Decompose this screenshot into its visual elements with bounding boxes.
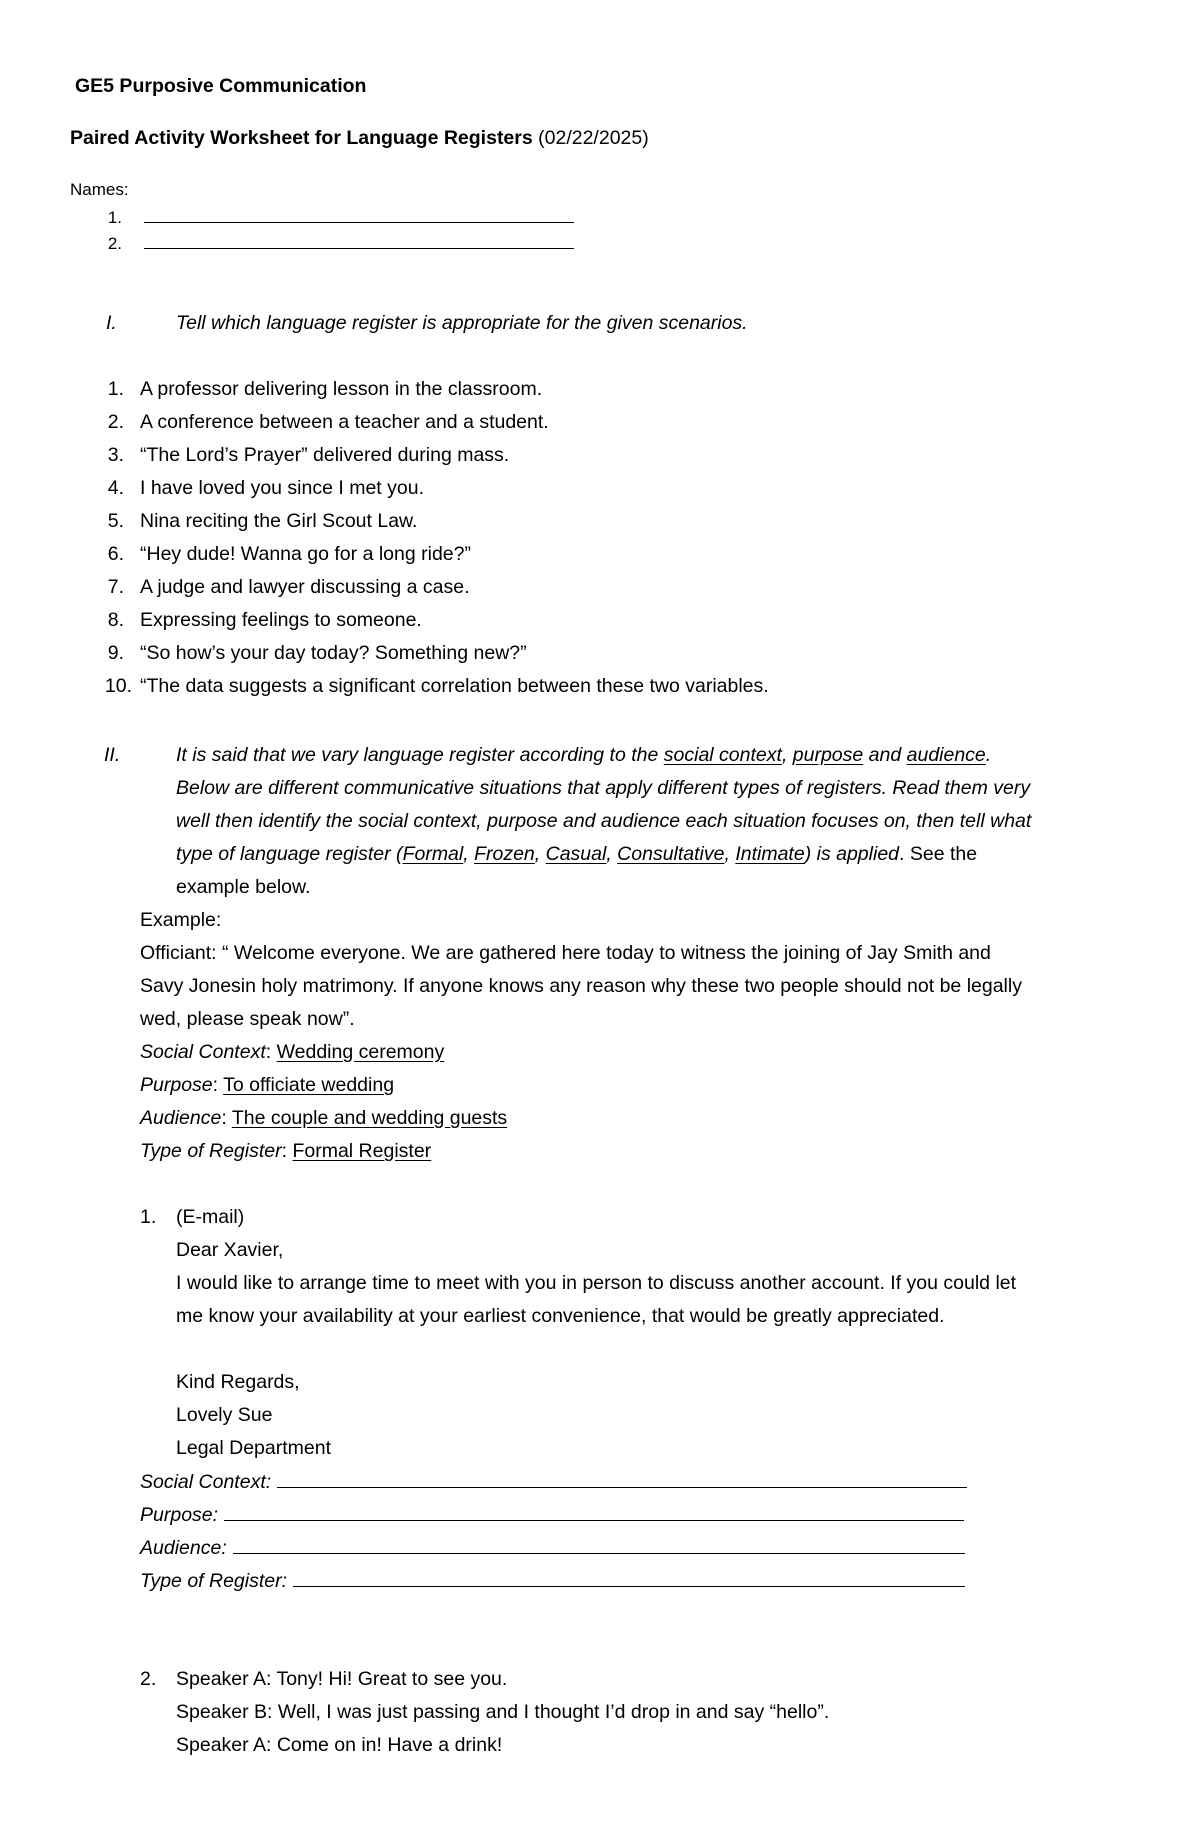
part2-instruction-line-3: well then identify the social context, purpose and audience each situation focuses on, then tell what	[176, 810, 1032, 832]
register-blank[interactable]	[293, 1568, 965, 1587]
field-colon: :	[265, 1041, 277, 1063]
item1-line-3: I would like to arrange time to meet with you in person to discuss another account. If you could let	[176, 1272, 1017, 1294]
list-item	[100, 509, 417, 533]
instruction-text: ,	[606, 843, 618, 865]
instruction-text: ,	[724, 843, 736, 865]
register-frozen: Frozen	[474, 843, 535, 865]
example-audience	[140, 1106, 507, 1130]
item-text: “The Lord’s Prayer” delivered during mass.	[140, 444, 510, 466]
list-item	[100, 674, 769, 698]
item2-line-1: Speaker A: Tony! Hi! Great to see you.	[176, 1668, 508, 1690]
item2-number: 2.	[140, 1668, 157, 1690]
part2-numeral: II.	[104, 744, 121, 766]
part1-instruction: Tell which language register is appropriate for the given scenarios.	[176, 312, 748, 334]
field-colon: :	[212, 1074, 224, 1096]
field-value: Wedding ceremony	[276, 1041, 445, 1063]
instruction-text: ) is applied	[804, 843, 900, 865]
part2-instruction-line-4	[176, 842, 977, 866]
name-blank-1[interactable]	[144, 204, 574, 223]
social-context-term: social context	[663, 744, 782, 766]
answer-label: Type of Register:	[140, 1570, 288, 1592]
example-line-2: Savy Jonesin holy matrimony. If anyone knows any reason why these two people should not be legally	[140, 975, 1022, 997]
item-number: 9.	[107, 642, 124, 664]
example-label: Example:	[140, 909, 222, 931]
item-text: A professor delivering lesson in the classroom.	[140, 378, 543, 400]
course-title: GE5 Purposive Communication	[75, 75, 367, 97]
instruction-text: type of language register (	[176, 843, 403, 865]
instruction-text: ,	[463, 843, 475, 865]
item-text: “The data suggests a significant correlation between these two variables.	[140, 675, 769, 697]
list-item	[100, 410, 549, 434]
field-label: Type of Register	[140, 1140, 282, 1162]
example-line-3: wed, please speak now”.	[140, 1008, 355, 1030]
worksheet-date: (02/22/2025)	[538, 127, 649, 149]
part2-instruction-line-5: example below.	[176, 876, 311, 898]
instruction-text: It is said that we vary language register according to the	[176, 744, 664, 766]
list-item	[100, 575, 470, 599]
purpose-term: purpose	[792, 744, 864, 766]
item1-line-4: me know your availability at your earliest convenience, that would be greatly appreciated.	[176, 1305, 945, 1327]
purpose-blank[interactable]	[224, 1502, 964, 1521]
instruction-text: ,	[534, 843, 546, 865]
list-item	[100, 443, 509, 467]
item-number: 8.	[107, 609, 124, 631]
item-text: A conference between a teacher and a student.	[140, 411, 549, 433]
item1-line-6: Lovely Sue	[176, 1404, 273, 1426]
item-number: 2.	[107, 411, 124, 433]
list-item	[100, 608, 422, 632]
register-intimate: Intimate	[735, 843, 805, 865]
item-number: 4.	[107, 477, 124, 499]
instruction-text: ,	[781, 744, 793, 766]
example-register	[140, 1139, 431, 1163]
field-value: Formal Register	[292, 1140, 432, 1162]
list-item	[100, 641, 527, 665]
worksheet-title: Paired Activity Worksheet for Language Registers	[70, 127, 533, 149]
field-label: Purpose	[140, 1074, 213, 1096]
example-line-1: Officiant: “ Welcome everyone. We are gathered here today to witness the joining of Jay Smith and	[140, 942, 991, 964]
social-context-blank[interactable]	[277, 1469, 967, 1488]
item-text: “Hey dude! Wanna go for a long ride?”	[140, 543, 471, 565]
answer-audience	[140, 1535, 965, 1560]
field-label: Social Context	[140, 1041, 266, 1063]
item1-number: 1.	[140, 1206, 157, 1228]
instruction-text: . See the	[899, 843, 978, 865]
list-item	[100, 377, 542, 401]
item-number: 3.	[107, 444, 124, 466]
item-text: “So how’s your day today? Something new?”	[140, 642, 527, 664]
example-purpose	[140, 1073, 394, 1097]
list-item	[100, 476, 424, 500]
item-text: Expressing feelings to someone.	[140, 609, 422, 631]
field-label: Audience	[140, 1107, 222, 1129]
part1-numeral: I.	[106, 312, 117, 334]
item-text: Nina reciting the Girl Scout Law.	[140, 510, 418, 532]
instruction-text: and	[863, 744, 907, 766]
name-line-1[interactable]	[104, 204, 574, 230]
name-line-2[interactable]	[104, 230, 574, 256]
field-colon: :	[221, 1107, 232, 1129]
name-blank-2[interactable]	[144, 230, 574, 249]
item-text: A judge and lawyer discussing a case.	[140, 576, 470, 598]
answer-purpose	[140, 1502, 964, 1527]
item2-line-2: Speaker B: Well, I was just passing and I thought I’d drop in and say “hello”.	[176, 1701, 830, 1723]
item1-line-5: Kind Regards,	[176, 1371, 300, 1393]
worksheet-heading	[70, 126, 649, 150]
item-number: 5.	[107, 510, 124, 532]
item-text: I have loved you since I met you.	[140, 477, 424, 499]
field-value: The couple and wedding guests	[231, 1107, 508, 1129]
part2-instruction-line-2: Below are different communicative situations that apply different types of registers. Read them very	[176, 777, 1031, 799]
names-label: Names:	[70, 180, 129, 199]
name-line-number: 2.	[107, 234, 122, 253]
field-value: To officiate wedding	[223, 1074, 395, 1096]
part2-instruction-line-1	[176, 743, 991, 767]
item-number: 10.	[104, 675, 132, 697]
item2-line-3: Speaker A: Come on in! Have a drink!	[176, 1734, 503, 1756]
item-number: 6.	[107, 543, 124, 565]
field-colon: :	[281, 1140, 293, 1162]
item1-line-7: Legal Department	[176, 1437, 332, 1459]
audience-term: audience	[906, 744, 986, 766]
answer-label: Social Context:	[140, 1471, 272, 1493]
answer-register	[140, 1568, 965, 1593]
name-line-number: 1.	[107, 208, 122, 227]
item-number: 7.	[107, 576, 124, 598]
audience-blank[interactable]	[233, 1535, 965, 1554]
example-social-context	[140, 1040, 444, 1064]
item1-line-2: Dear Xavier,	[176, 1239, 284, 1261]
register-casual: Casual	[545, 843, 607, 865]
register-consultative: Consultative	[617, 843, 725, 865]
item-number: 1.	[107, 378, 124, 400]
answer-social-context	[140, 1469, 967, 1494]
register-formal: Formal	[402, 843, 464, 865]
answer-label: Audience:	[140, 1537, 227, 1559]
list-item	[100, 542, 471, 566]
answer-label: Purpose:	[140, 1504, 219, 1526]
instruction-text: .	[985, 744, 992, 766]
item1-line-1: (E-mail)	[176, 1206, 245, 1228]
